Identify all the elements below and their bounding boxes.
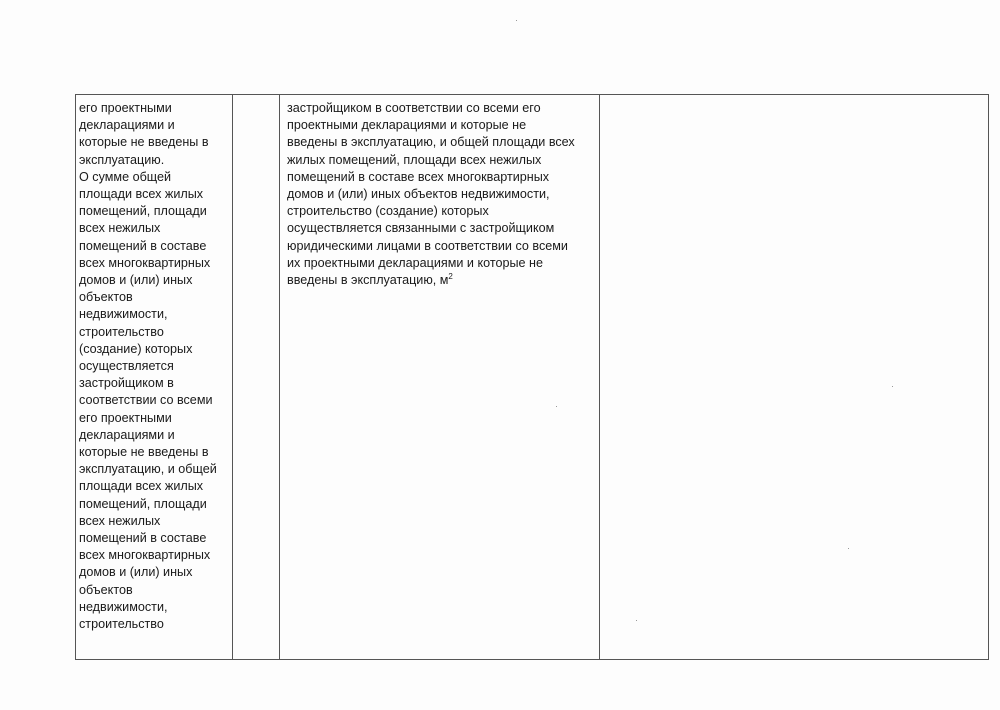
column-divider	[232, 95, 233, 659]
declaration-table	[75, 94, 989, 660]
scan-speck	[556, 406, 557, 407]
column-divider	[599, 95, 600, 659]
scan-speck	[516, 20, 517, 21]
table-cell-column-1: его проектными декларациями и которые не введены в эксплуатацию. О сумме общей площади всех жилых помещений, площади всех нежилых помещений в составе всех многоквартирных домов и (или) иных объектов недвижимости, строительство (создание) которых осуществляется застройщиком в соответствии со всеми его проектными декларациями и которые не введены в эксплуатацию, и общей площади всех жилых помещений, площади всех нежилых помещений в составе всех многоквартирных домов и (или) иных объектов недвижимости, строительство	[79, 101, 217, 632]
cell-text: застройщиком в соответствии со всеми его проектными декларациями и которые не введены в эксплуатацию, и общей площади всех жилых помещений, площади всех нежилых помещений в составе всех многоквартирных домов и (или) иных объектов недвижимости, строительство (создание) которых осуществляется связанными с застройщиком юридическими лицами в соответствии со всеми их проектными декларациями и которые не введены в эксплуатацию, м	[287, 101, 575, 288]
table-cell-column-3	[287, 100, 599, 289]
scan-speck	[636, 620, 637, 621]
scan-speck	[848, 548, 849, 549]
scan-speck	[892, 386, 893, 387]
unit-superscript: 2	[448, 271, 453, 281]
column-divider	[279, 95, 280, 659]
